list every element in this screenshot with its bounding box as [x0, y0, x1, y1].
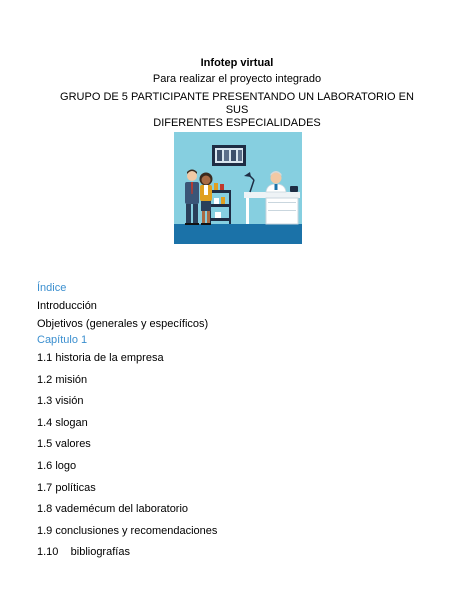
document-subtitle: Para realizar el proyecto integrado — [152, 73, 322, 85]
document-title: Infotep virtual — [200, 57, 274, 69]
toc-item-objetivos: Objetivos (generales y específicos) — [37, 318, 209, 330]
toc-item: 1.9 conclusiones y recomendaciones — [37, 525, 218, 537]
toc-item: 1.5 valores — [37, 438, 91, 450]
toc-heading: Índice — [37, 282, 67, 294]
toc-item: 1.6 logo — [37, 460, 77, 472]
group-description — [60, 91, 414, 130]
toc-item: 1.1 historia de la empresa — [37, 352, 164, 364]
toc-item: 1.4 slogan — [37, 417, 88, 429]
laboratory-office-illustration — [174, 132, 302, 244]
toc-chapter-heading: Capítulo 1 — [37, 334, 88, 346]
toc-item: 1.8 vademécum del laboratorio — [37, 503, 189, 515]
toc-item-introduccion: Introducción — [37, 300, 97, 312]
toc-item: 1.7 políticas — [37, 482, 96, 494]
group-description-line-2: DIFERENTES ESPECIALIDADES — [153, 117, 321, 129]
toc-item: 1.10 bibliografías — [37, 546, 130, 558]
toc-item: 1.2 misión — [37, 374, 88, 386]
toc-item: 1.3 visión — [37, 395, 84, 407]
group-description-line-1: GRUPO DE 5 PARTICIPANTE PRESENTANDO UN LABORATORIO EN SUS — [60, 91, 414, 116]
